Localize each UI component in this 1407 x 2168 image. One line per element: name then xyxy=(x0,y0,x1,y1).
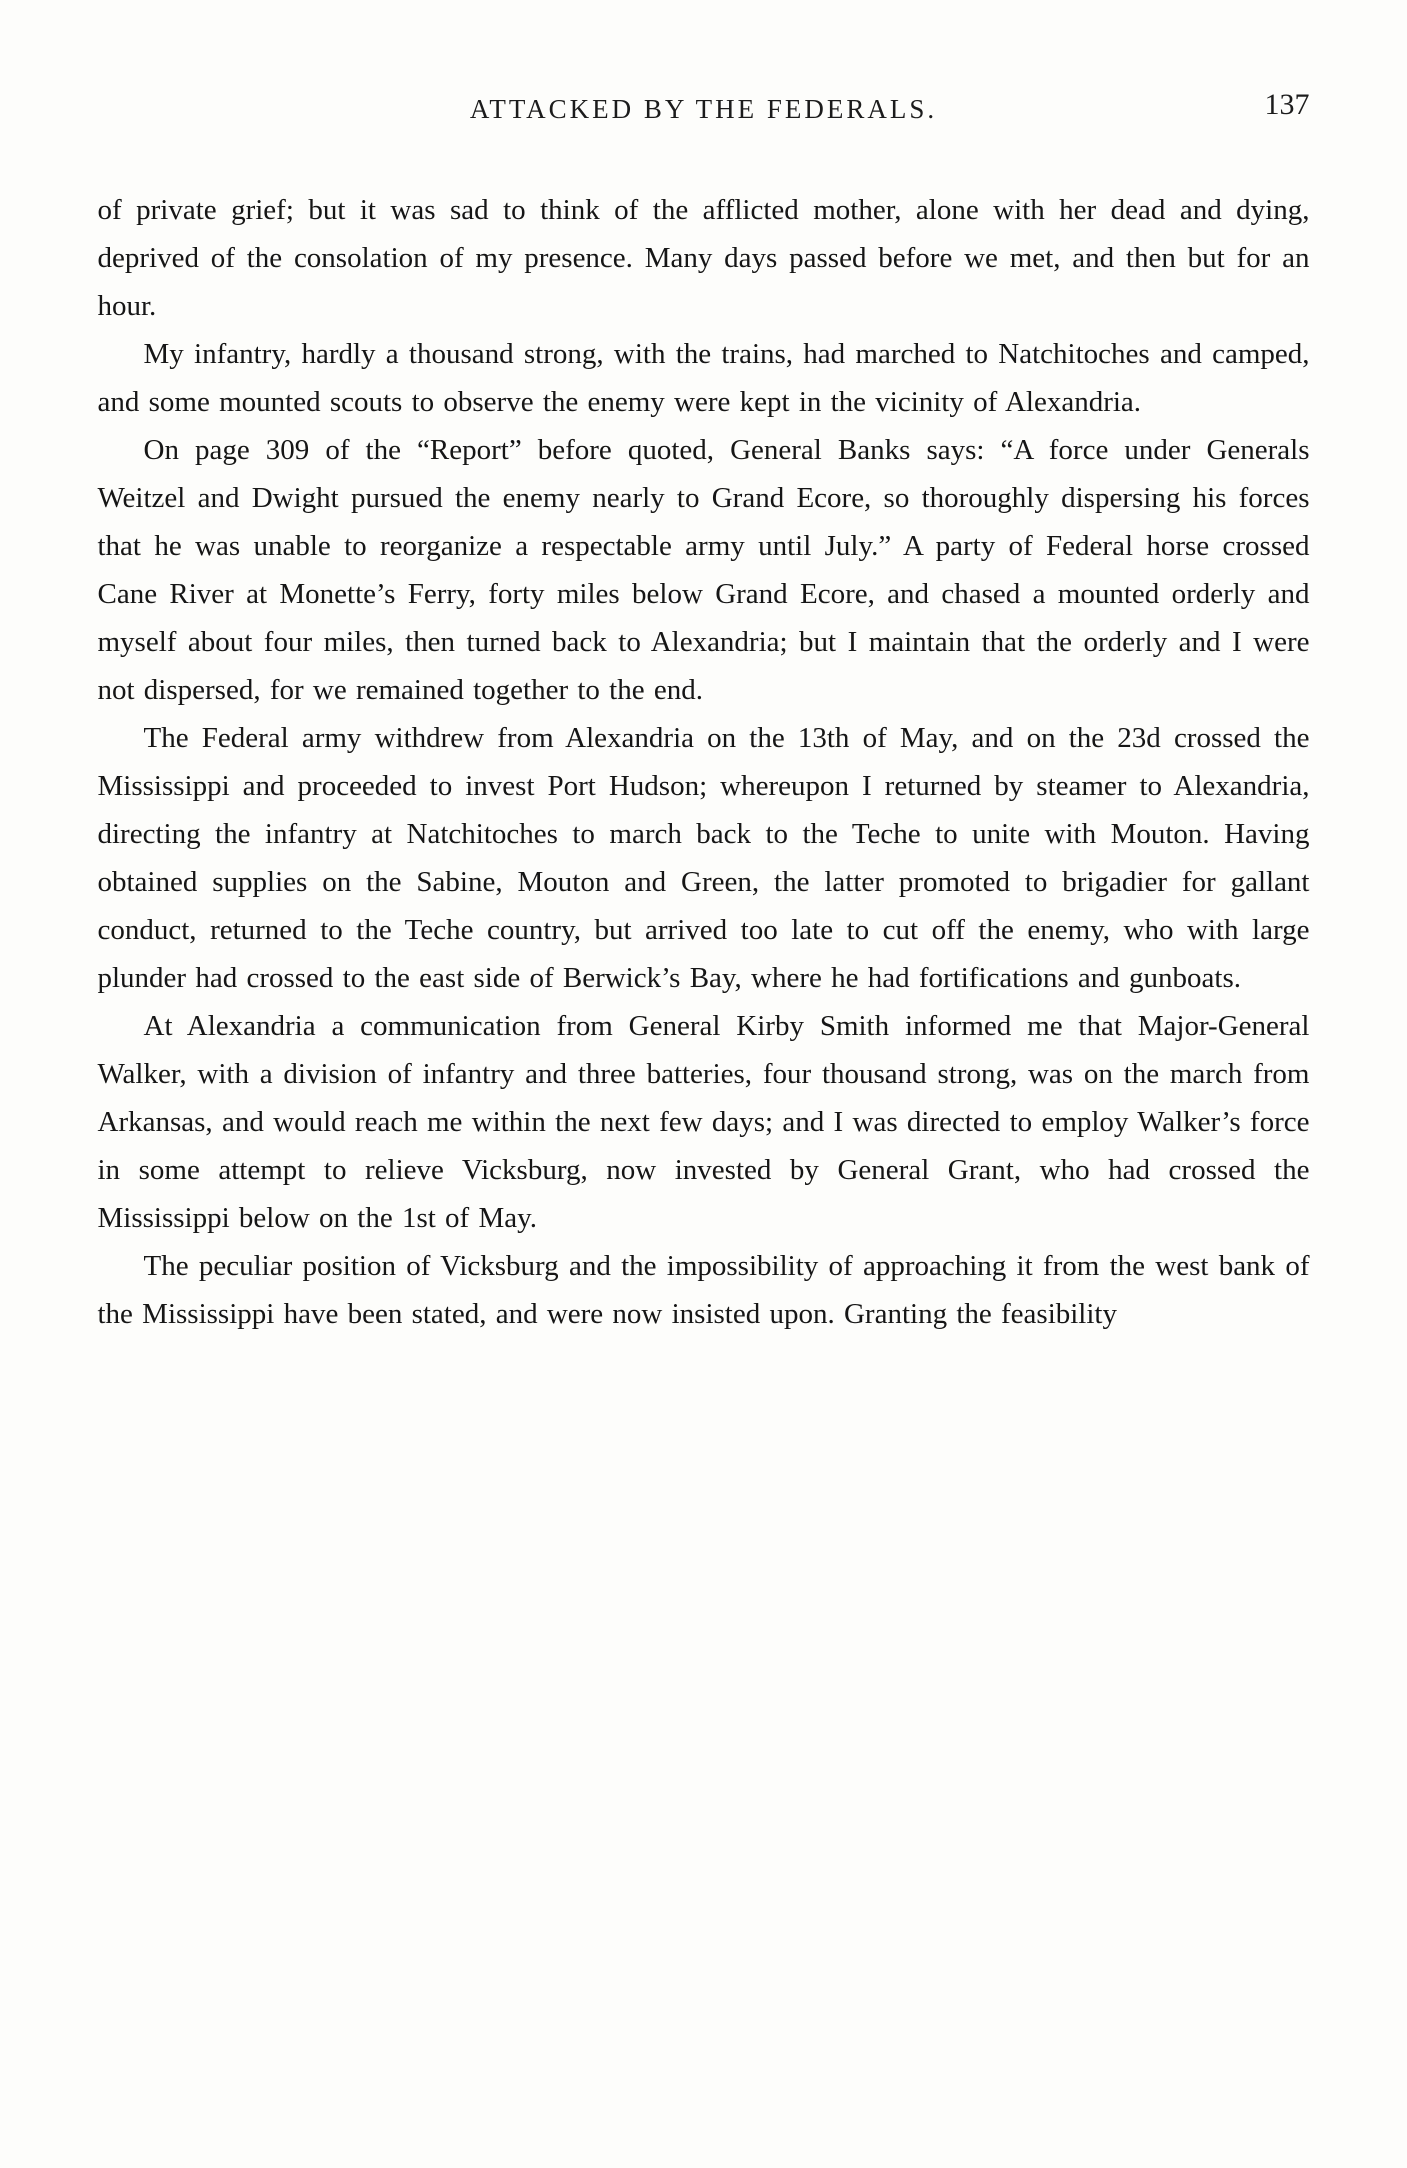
page-content xyxy=(98,0,1310,1338)
paragraph: of private grief; but it was sad to think of the afflicted mother, alone with her dead and dying, deprived of the consolation of my presence. Many days passed before we met, and then but for an hour. xyxy=(97,194,1310,322)
page-number: 137 xyxy=(1264,88,1310,121)
running-header xyxy=(98,88,1310,132)
paragraph: On page 309 of the “Report” before quoted, General Banks says: “A force under Generals Weitzel and Dwight pursued the enemy nearly to Grand Ecore, so thoroughly dispersing his forces that he was unable to reorganize a respectable army until July.” A party of Federal horse crossed Cane River at Monette’s Ferry, forty miles below Grand Ecore, and chased a mounted orderly and myself about four miles, then turned back to Alexandria; but I maintain that the orderly and I were not dispersed, for we remained together to the end. xyxy=(97,434,1310,706)
paragraph: At Alexandria a communication from General Kirby Smith informed me that Major-General Walker, with a division of infantry and three batteries, four thousand strong, was on the march from Arkansas, and would reach me within the next few days; and I was directed to employ Walker’s force in some attempt to relieve Vicksburg, now invested by General Grant, who had crossed the Mississippi below on the 1st of May. xyxy=(97,1010,1310,1234)
paragraph: The Federal army withdrew from Alexandria on the 13th of May, and on the 23d crossed the Mississippi and proceeded to invest Port Hudson; whereupon I returned by steamer to Alexandria, directing the infantry at Natchitoches to march back to the Teche to unite with Mouton. Having obtained supplies on the Sabine, Mouton and Green, the latter promoted to brigadier for gallant conduct, returned to the Teche country, but arrived too late to cut off the enemy, who with large plunder had crossed to the east side of Berwick’s Bay, where he had fortifications and gunboats. xyxy=(97,722,1310,994)
paragraph: The peculiar position of Vicksburg and the impossibility of approaching it from the west bank of the Mississippi have been stated, and were now insisted upon. Granting the feasibility xyxy=(97,1250,1310,1330)
paragraph: My infantry, hardly a thousand strong, with the trains, had marched to Natchitoches and camped, and some mounted scouts to observe the enemy were kept in the vicinity of Alexandria. xyxy=(97,338,1310,418)
page-body xyxy=(98,186,1310,1338)
running-header-title: ATTACKED BY THE FEDERALS. xyxy=(469,94,938,124)
